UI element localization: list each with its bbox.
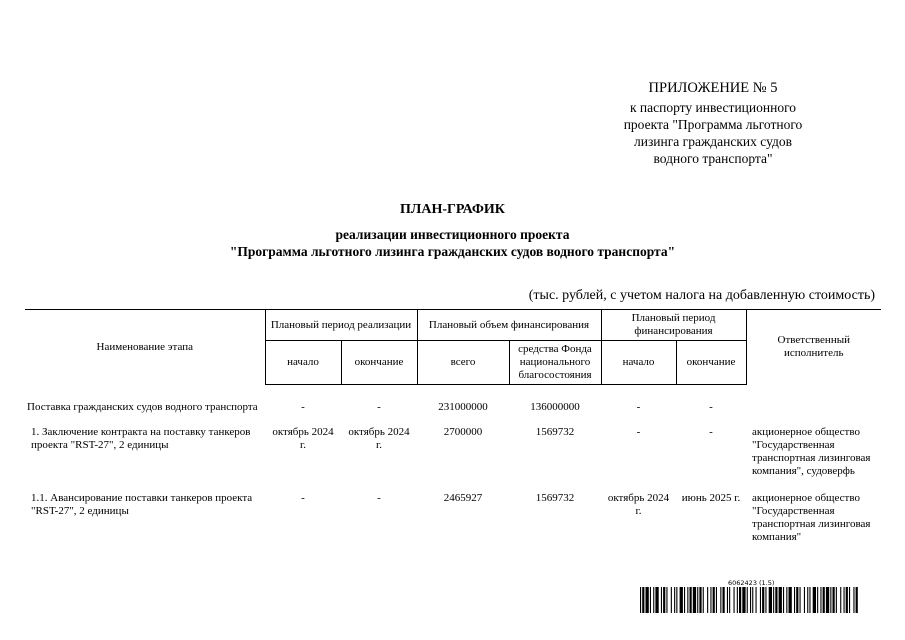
executor-cell: акционерное общество "Государственная транспортная лизинговая компания" xyxy=(752,492,871,543)
table-row xyxy=(25,424,881,480)
start-cell: - xyxy=(301,492,305,504)
appendix-line: к паспорту инвестиционного xyxy=(629,100,797,115)
document-title: ПЛАН-ГРАФИК xyxy=(400,202,505,217)
plan-schedule-table xyxy=(25,309,881,546)
fund-cell: 1569732 xyxy=(535,492,575,504)
financing-end-cell: июнь 2025 г. xyxy=(681,492,741,504)
appendix-line: лизинга гражданских судов xyxy=(634,134,792,149)
document-subtitle xyxy=(0,226,905,260)
table-row xyxy=(25,490,881,546)
start-cell: - xyxy=(301,401,305,413)
financing-end-cell: - xyxy=(709,401,713,413)
appendix-block xyxy=(583,80,843,167)
end-cell: октябрь 2024 г. xyxy=(348,426,410,451)
total-cell: 2465927 xyxy=(443,492,483,504)
barcode-label: 6062423 (1.5) xyxy=(728,579,775,587)
stage-name-cell: Поставка гражданских судов водного транспорта xyxy=(27,401,258,413)
total-cell: 2700000 xyxy=(443,426,483,438)
financing-end-cell: - xyxy=(709,426,713,438)
header-financing-end: окончание xyxy=(676,341,746,385)
end-cell: - xyxy=(377,492,381,504)
fund-cell: 136000000 xyxy=(530,401,580,413)
appendix-number: ПРИЛОЖЕНИЕ № 5 xyxy=(648,80,778,96)
header-start: начало xyxy=(265,341,341,385)
start-cell: октябрь 2024 г. xyxy=(272,426,334,451)
executor-cell xyxy=(746,399,881,416)
appendix-line: водного транспорта" xyxy=(653,151,773,166)
subtitle-line-2: "Программа льготного лизинга гражданских судов водного транспорта" xyxy=(229,244,676,259)
header-plan-volume: Плановый объем финансирования xyxy=(417,310,601,341)
units-note: (тыс. рублей, с учетом налога на добавленную стоимость) xyxy=(528,288,875,303)
header-financing-period: Плановый период финансирования xyxy=(601,310,746,341)
financing-start-cell: - xyxy=(636,401,641,413)
financing-start-cell: октябрь 2024 г. xyxy=(607,492,670,517)
table-row xyxy=(25,399,881,416)
barcode-image xyxy=(640,587,860,613)
header-fund: средства Фонда национального благосостояния xyxy=(509,341,601,385)
header-total: всего xyxy=(417,341,509,385)
header-executor: Ответственный исполнитель xyxy=(746,310,881,385)
executor-cell: акционерное общество "Государственная транспортная лизинговая компания", судоверфь xyxy=(752,426,871,477)
total-cell: 231000000 xyxy=(438,401,488,413)
stage-name-cell: 1. Заключение контракта на поставку танкеров проекта "RST-27", 2 единицы xyxy=(31,426,251,451)
stage-name-cell: 1.1. Авансирование поставки танкеров проекта "RST-27", 2 единицы xyxy=(31,492,253,517)
subtitle-line-1: реализации инвестиционного проекта xyxy=(335,227,570,242)
header-end: окончание xyxy=(341,341,417,385)
end-cell: - xyxy=(377,401,381,413)
header-financing-start: начало xyxy=(601,341,676,385)
appendix-line: проекта "Программа льготного xyxy=(623,117,803,132)
header-plan-period: Плановый период реализации xyxy=(265,310,417,341)
header-stage-name: Наименование этапа xyxy=(25,310,265,385)
financing-start-cell: - xyxy=(636,426,641,438)
fund-cell: 1569732 xyxy=(535,426,575,438)
